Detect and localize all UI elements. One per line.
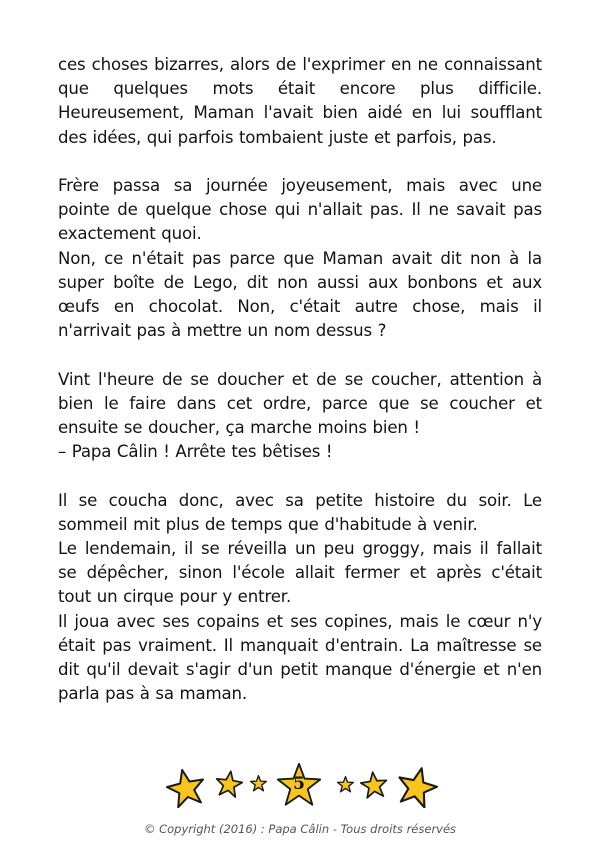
star-icon	[166, 768, 206, 808]
paragraph-7: Il joua avec ses copains et ses copines, mais le cœur n'y était pas vraiment. Il manquait d'entrain. La maîtresse se dit qu'il devait s'agir d'un petit manque d'énergie et n'en parla pas à sa maman.	[58, 611, 542, 704]
star-icon	[250, 775, 267, 792]
page-number-star	[276, 762, 322, 808]
paragraph-1: ces choses bizarres, alors de l'exprimer en ne connaissant que quelques mots était encore plus difficile. Heureusement, Maman l'avait bien aidé en lui soufflant des idées, qui parfois tombaient juste et parfois, pas.	[58, 55, 542, 147]
copyright-footer: © Copyright (2016) : Papa Câlin - Tous droits réservés	[143, 822, 457, 836]
star-icon	[396, 766, 438, 808]
paragraph-6: Le lendemain, il se réveilla un peu groggy, mais il fallait se dépêcher, sinon l'école allait fermer et après c'était tout un cirque pour y entrer.	[58, 539, 542, 607]
paragraph-3: Non, ce n'était pas parce que Maman avait dit non à la super boîte de Lego, dit non aussi aux bonbons et aux œufs en chocolat. Non, c'était autre chose, mais il n'arrivait pas à mettre un nom dessus ?	[58, 248, 542, 341]
star-icon	[215, 770, 243, 798]
story-text	[58, 53, 542, 706]
star-icon	[337, 776, 354, 793]
dialogue-line: – Papa Câlin ! Arrête tes bêtises !	[58, 442, 333, 462]
page-number: 5	[293, 774, 305, 794]
star-icon	[360, 771, 388, 799]
star-decoration	[0, 760, 600, 818]
paragraph-2: Frère passa sa journée joyeusement, mais avec une pointe de quelque chose qui n'allait pas. Il ne savait pas exactement quoi.	[58, 176, 542, 244]
paragraph-5: Il se coucha donc, avec sa petite histoire du soir. Le sommeil mit plus de temps que d'habitude à venir.	[58, 490, 542, 534]
paragraph-4: Vint l'heure de se doucher et de se coucher, attention à bien le faire dans cet ordre, parce que se coucher et ensuite se doucher, ça marche moins bien !	[58, 369, 542, 438]
